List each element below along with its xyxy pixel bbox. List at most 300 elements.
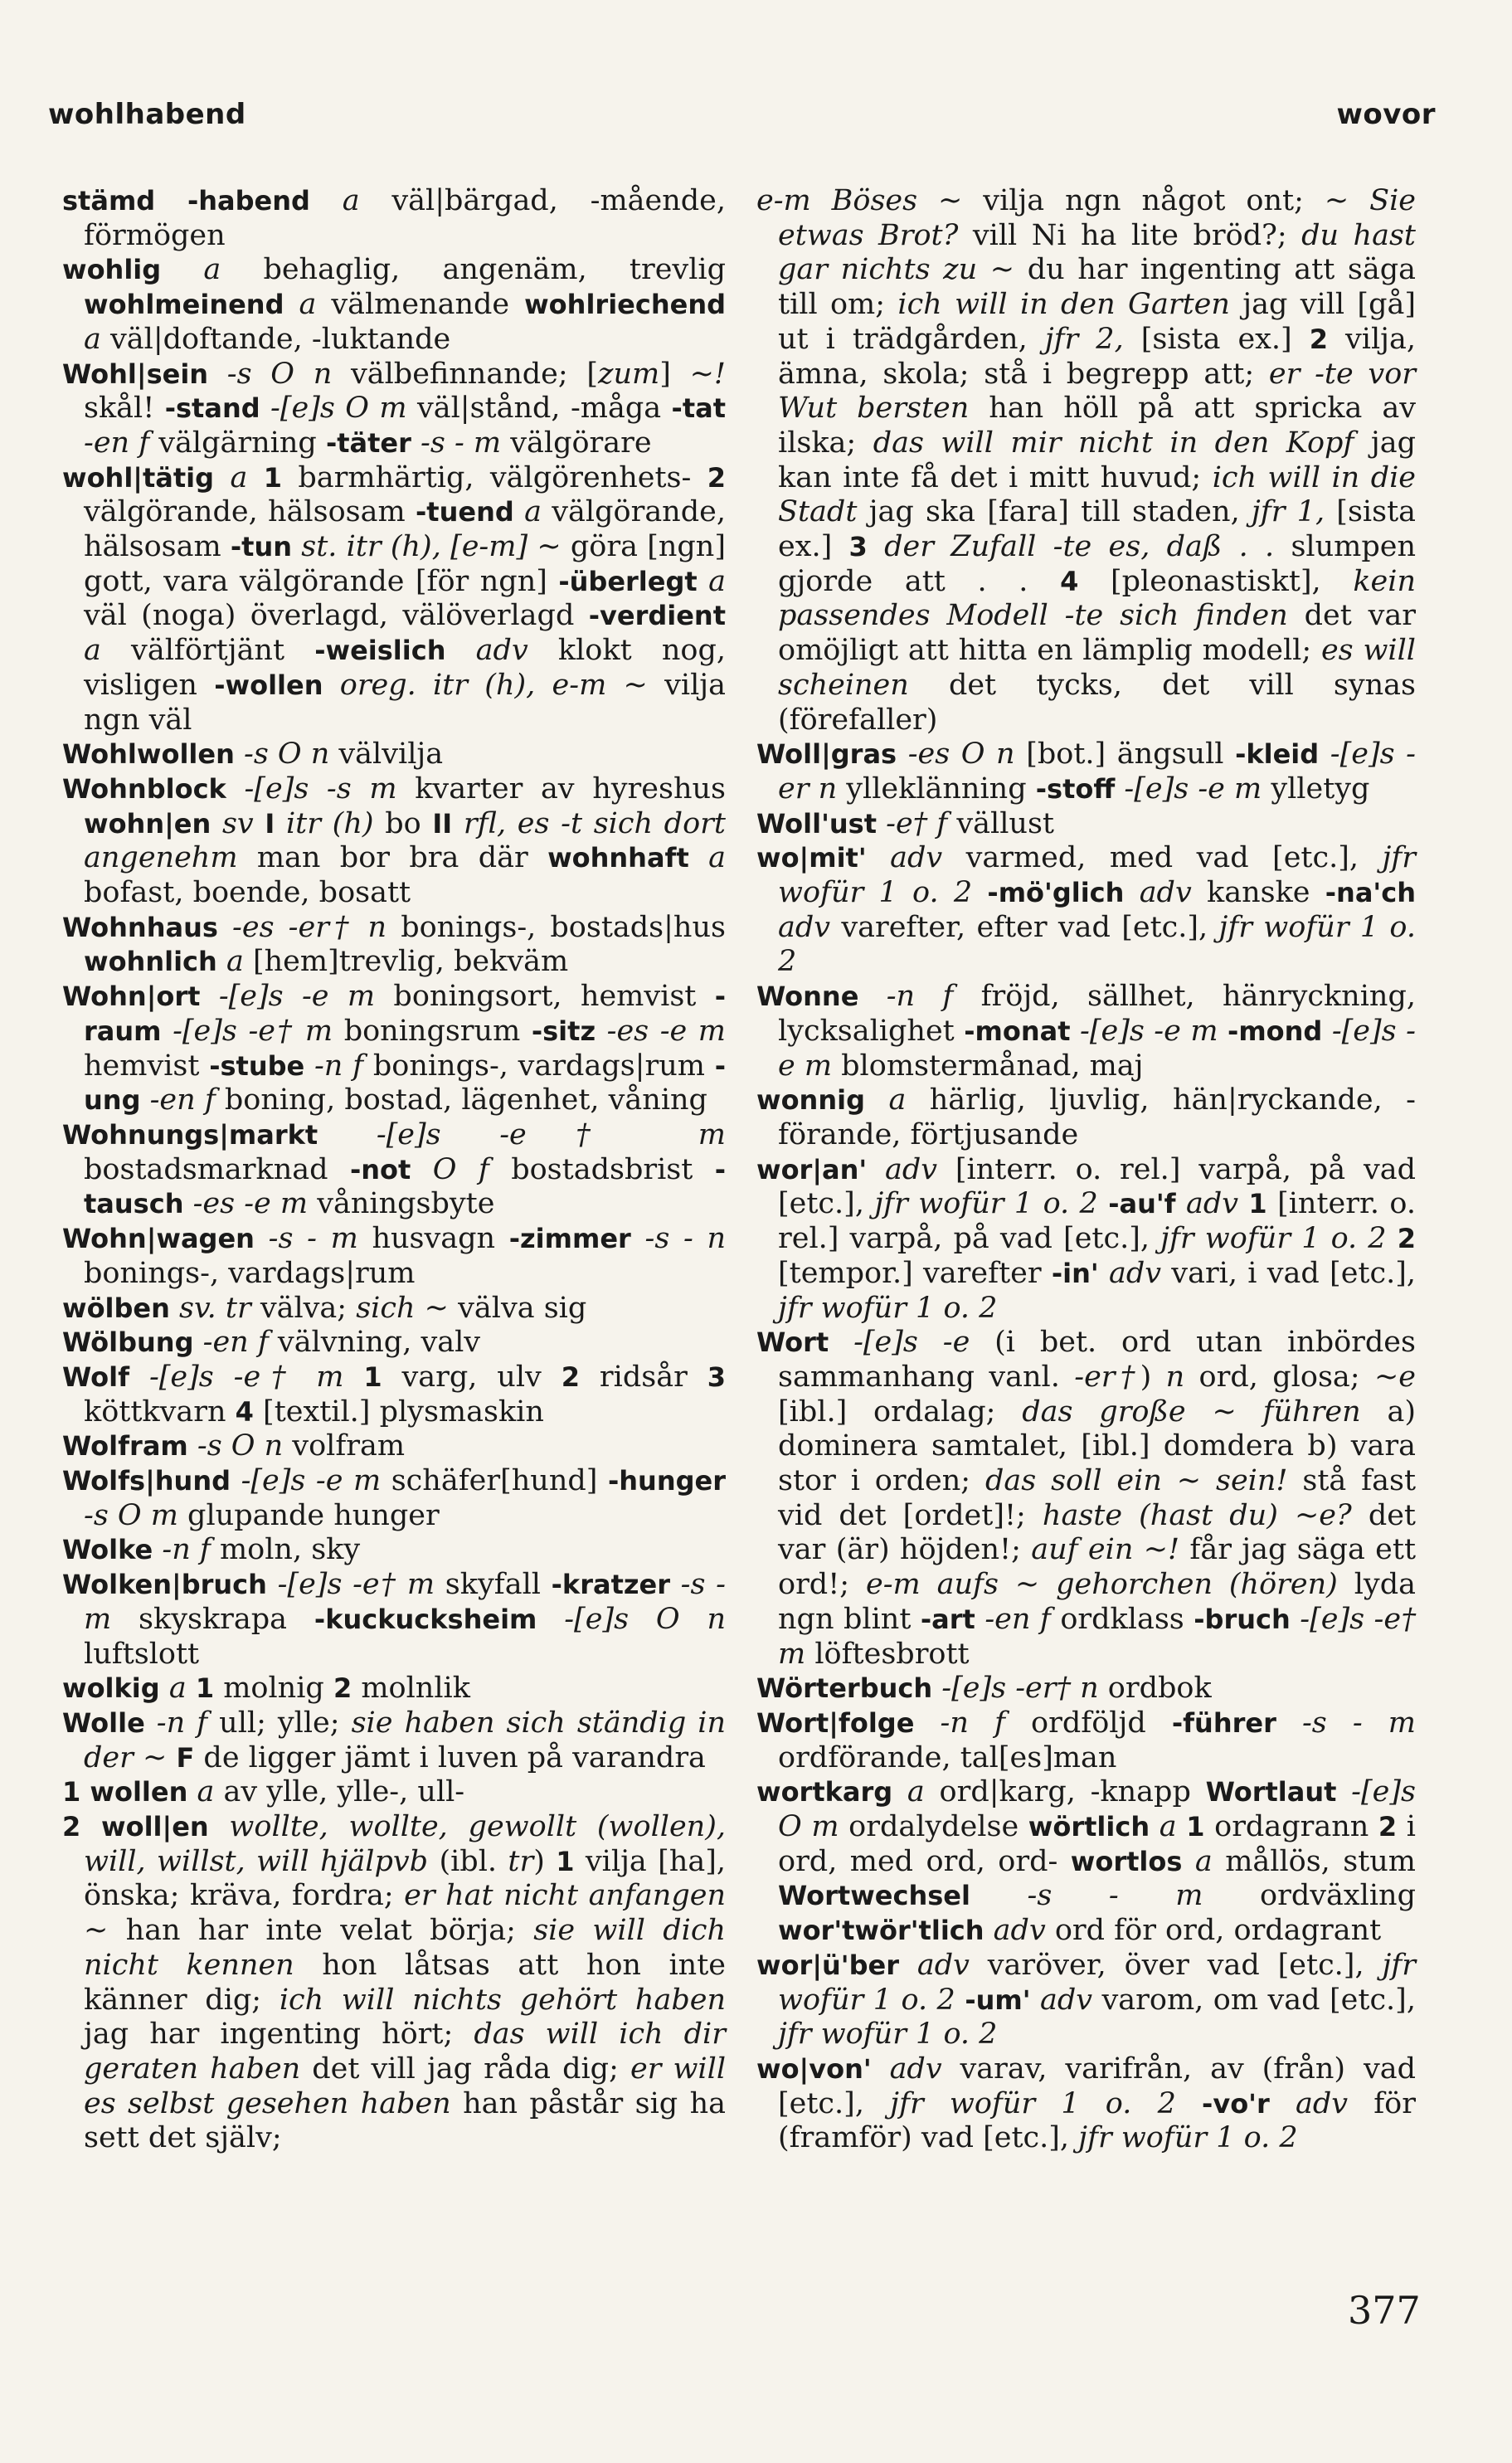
definition-text: varav, varifrån, av (från) vad [etc.],	[778, 2052, 1416, 2120]
grammar-note: a	[84, 634, 101, 668]
grammar-note: sv. tr	[179, 1291, 251, 1325]
definition-text: ylletyg	[1262, 772, 1370, 806]
definition-text: mållös, stum	[1212, 1844, 1416, 1878]
sense-number: 3	[848, 531, 868, 563]
example-phrase: er will es selbst gesehen haben	[84, 2052, 727, 2120]
dictionary-entry	[756, 737, 1416, 806]
definition-text	[445, 634, 475, 667]
subentry-headword: -ung	[84, 1049, 726, 1117]
definition-text	[208, 358, 227, 391]
example-phrase: er hat nicht anfangen	[404, 1879, 726, 1913]
definition-text: [sista ex.]	[778, 495, 1416, 564]
definition-text	[188, 1429, 197, 1463]
definition-text: ord|karg, -knapp	[924, 1775, 1206, 1809]
definition-text	[1177, 1810, 1187, 1843]
definition-text: ~ vilja ngn något ont; ~	[917, 184, 1370, 217]
definition-text	[254, 807, 265, 840]
definition-text: väl|doftande, -luktande	[100, 322, 451, 356]
definition-text: vilja, ämna, skola; stå i begrepp att;	[778, 322, 1417, 391]
definition-text: jag ska [fara] till staden,	[857, 495, 1252, 529]
grammar-note: -er†	[1074, 1360, 1140, 1394]
definition-text: bo	[373, 806, 433, 840]
grammar-note: -s O n	[197, 1429, 284, 1463]
definition-text: i ord, med ord, ord-	[778, 1810, 1416, 1878]
dictionary-entry	[62, 980, 726, 1118]
example-phrase: jfr wofür 1 o. 2	[1078, 2121, 1298, 2155]
grammar-note: tr	[508, 1844, 534, 1878]
running-head-right: wovor	[1336, 98, 1436, 131]
headword: Wolf	[62, 1360, 130, 1393]
example-phrase: gehorchen (hören)	[1056, 1568, 1338, 1602]
definition-text	[596, 1015, 607, 1048]
grammar-note: -s - m	[1301, 1706, 1416, 1740]
definition-text	[1387, 1222, 1398, 1255]
subentry-headword: -not	[349, 1153, 411, 1185]
example-phrase: das will mir nicht in den Kopf	[873, 426, 1354, 460]
headword: wohnlich	[84, 946, 217, 978]
definition-text: ~	[998, 1568, 1057, 1602]
grammar-note: -es -er† n	[232, 910, 387, 944]
definition-text	[877, 807, 886, 840]
definition-text	[411, 426, 421, 460]
grammar-note: -en f	[84, 426, 150, 460]
definition-text: härlig, ljuvlig, hän|ryckande, -förande, förtjusande	[778, 1083, 1416, 1151]
definition-text: väl (noga) överlagd, välöverlagd	[84, 599, 589, 633]
subentry-headword: -kratzer	[551, 1569, 670, 1601]
grammar-note: adv	[1295, 2086, 1348, 2120]
dictionary-entry	[62, 1672, 726, 1706]
definition-text: [ibl.] ordalag;	[778, 1395, 1023, 1429]
grammar-note: -[e]s O m	[778, 1775, 1416, 1844]
definition-text: glupande hunger	[177, 1498, 440, 1532]
example-phrase: ich will nichts gehört haben	[279, 1983, 726, 2017]
definition-text: välbefinnande; [	[332, 357, 599, 391]
definition-text: varefter, efter vad [etc.],	[830, 910, 1219, 944]
definition-text	[260, 392, 270, 425]
headword: wohlmeinend	[84, 289, 284, 321]
definition-text: stå fast vid det [ordet]!;	[778, 1464, 1417, 1532]
definition-text: löftesbrott	[805, 1637, 970, 1671]
example-phrase: sie haben sich ständig in der	[84, 1706, 726, 1774]
grammar-note: adv	[1040, 1983, 1093, 2017]
dictionary-entry	[62, 1429, 726, 1464]
dictionary-entry	[62, 1360, 726, 1429]
sense-number: 2	[561, 1360, 580, 1393]
sense-number: 1	[62, 1776, 81, 1808]
definition-text	[1291, 1603, 1301, 1636]
definition-text: boningsort, hemvist	[375, 980, 715, 1014]
grammar-note: adv	[890, 841, 943, 875]
definition-text: får jag säga ett ord!;	[778, 1533, 1417, 1602]
grammar-note: a	[168, 1672, 187, 1706]
definition-text: bostadsbrist	[489, 1152, 715, 1186]
definition-text	[284, 288, 299, 321]
headword: wor'twör'tlich	[778, 1915, 985, 1947]
dictionary-entry	[62, 1533, 726, 1568]
grammar-note: -[e]s -e m	[1080, 1014, 1218, 1048]
left-column	[62, 184, 726, 2156]
definition-text: molnlik	[352, 1672, 470, 1706]
example-phrase: jfr wofür 1 o. 2	[890, 2086, 1176, 2120]
example-phrase: jfr 2,	[1044, 322, 1124, 356]
example-phrase: jfr wofür 1 o. 2	[778, 1948, 1416, 2017]
grammar-note: -s - m	[1027, 1879, 1203, 1913]
dictionary-entry	[756, 1706, 1416, 1775]
dictionary-entry	[62, 1706, 726, 1775]
definition-text	[183, 1187, 192, 1220]
definition-text: )	[1140, 1360, 1166, 1394]
definition-text	[255, 1222, 269, 1255]
definition-text: ord, glosa; ~	[1184, 1360, 1399, 1394]
definition-text: jag kan inte få det i mitt huvud;	[778, 426, 1417, 494]
grammar-note: adv	[916, 1948, 970, 1982]
definition-text: välgörare	[501, 426, 652, 460]
definition-text: välförtjänt	[100, 634, 315, 668]
definition-text	[1071, 1015, 1081, 1048]
definition-text	[932, 1672, 941, 1705]
dictionary-entry	[62, 1568, 726, 1672]
dictionary-entry	[62, 253, 726, 357]
definition-text	[631, 1222, 645, 1255]
definition-text	[217, 945, 226, 978]
example-phrase: sie will dich nicht kennen	[84, 1914, 726, 1982]
definition-text	[970, 1879, 1028, 1912]
headword: wortlos	[1070, 1845, 1183, 1877]
grammar-note: adv	[778, 910, 831, 944]
dictionary-entry	[756, 1949, 1416, 2052]
grammar-note: a	[1159, 1810, 1177, 1844]
grammar-note: a	[230, 460, 248, 494]
definition-text	[153, 1533, 162, 1566]
dictionary-entry	[62, 358, 726, 461]
definition-text: ordalydelse	[839, 1810, 1028, 1844]
grammar-note: -[e]s -er n	[778, 737, 1416, 806]
headword: wortkarg	[756, 1776, 893, 1808]
subentry-headword: -in'	[1051, 1257, 1099, 1289]
grammar-note: sv	[221, 806, 254, 840]
sense-number: 2	[707, 461, 726, 494]
example-phrase: das will ich dir geraten haben	[84, 2018, 726, 2086]
subentry-headword: -mond	[1228, 1015, 1323, 1047]
dictionary-entry	[62, 1775, 726, 1810]
sense-number: II	[432, 807, 453, 840]
definition-text	[867, 841, 890, 874]
subentry-headword: -hunger	[607, 1465, 726, 1497]
subentry-headword: -tuend	[416, 496, 514, 528]
definition-text: ordklass	[1050, 1602, 1194, 1636]
grammar-note: adv	[475, 634, 528, 668]
definition-text: varmed, med vad [etc.],	[942, 841, 1383, 875]
grammar-note: oreg. itr (h), e-m	[339, 668, 607, 702]
headword: Wohn|wagen	[62, 1223, 255, 1255]
headword: Wort|folge	[756, 1706, 915, 1739]
definition-text: vill Ni ha lite bröd?;	[958, 218, 1302, 252]
example-phrase: e?	[1319, 1498, 1352, 1532]
definition-text: bofast, boende, bosatt	[84, 876, 411, 910]
grammar-note: -s O m	[84, 1498, 178, 1532]
headword: Wortwechsel	[778, 1880, 970, 1912]
definition-text	[275, 807, 286, 840]
definition-text	[140, 1083, 149, 1117]
definition-text	[209, 1810, 230, 1843]
definition-text	[200, 980, 218, 1013]
definition-text	[829, 1326, 853, 1359]
definition-text	[867, 1153, 885, 1186]
grammar-note: a	[708, 841, 726, 875]
definition-text	[858, 980, 886, 1013]
definition-text	[955, 1984, 965, 2017]
sense-number: 3	[707, 1360, 726, 1393]
definition-text	[1238, 1187, 1248, 1220]
grammar-note: adv	[1185, 1187, 1239, 1221]
grammar-note: -[e]s -e† m	[778, 1602, 1416, 1671]
definition-text: ~	[1161, 1464, 1216, 1498]
definition-text	[292, 530, 301, 563]
headword: wollen	[90, 1776, 188, 1808]
definition-text: ordförande, tal[es]man	[778, 1740, 1117, 1774]
grammar-note: adv	[889, 2052, 942, 2086]
dictionary-entry	[62, 1326, 726, 1360]
definition-text: välvilja	[329, 737, 444, 772]
grammar-note: adv	[1139, 876, 1192, 910]
definition-text: bonings-, vardags|rum	[363, 1049, 715, 1083]
dictionary-entry	[756, 1672, 1416, 1706]
dictionary-entry	[756, 980, 1416, 1083]
definition-text: välvning, valv	[268, 1326, 481, 1360]
headword: wölben	[62, 1292, 170, 1324]
example-phrase: das große	[1022, 1395, 1186, 1429]
definition-text: kvarter av hyreshus	[396, 772, 726, 806]
definition-text: slumpen gjorde att . .	[778, 530, 1417, 598]
definition-text: skål!	[84, 392, 165, 426]
definition-text	[1124, 876, 1139, 909]
definition-text	[892, 1775, 907, 1808]
definition-text	[865, 1083, 888, 1117]
example-phrase: du hast gar nichts zu	[778, 218, 1416, 287]
definition-text: ]	[659, 357, 690, 391]
dictionary-entry	[62, 737, 726, 772]
example-phrase: sein!	[1216, 1464, 1288, 1498]
definition-text: [interr. o. rel.] varpå, på vad [etc.],	[778, 1152, 1416, 1221]
definition-text: varg, ulv	[382, 1360, 562, 1394]
definition-text	[226, 772, 245, 806]
example-phrase: ich will in die Stadt	[778, 460, 1417, 529]
grammar-note: -[e]s -s m	[244, 772, 397, 806]
grammar-note: wollte, wollte, gewollt (wollen), will, willst, will hjälpvb	[84, 1810, 726, 1878]
sense-number: 2	[333, 1672, 352, 1705]
definition-text: schäfer[hund]	[381, 1464, 608, 1498]
headword: wor|an'	[756, 1153, 868, 1185]
grammar-note: a	[299, 288, 317, 322]
grammar-note: a	[342, 184, 360, 217]
sense-number: 1	[1186, 1811, 1205, 1843]
grammar-note: itr (h)	[285, 806, 374, 840]
definition-text	[1336, 1775, 1351, 1808]
definition-text: ordbok	[1098, 1672, 1212, 1706]
definition-text	[1150, 1810, 1160, 1843]
subentry-headword: -täter	[325, 426, 411, 459]
definition-text: [tempor.] varefter	[778, 1256, 1052, 1290]
definition-text: välgörande, hälsosam	[84, 495, 726, 564]
grammar-note: -[e]s -e m	[241, 1464, 382, 1498]
sense-number: 2	[1397, 1223, 1416, 1255]
subentry-headword: -tausch	[84, 1153, 726, 1220]
definition-text: välgärning	[149, 426, 326, 460]
definition-text: bonings-, vardags|rum	[84, 1256, 416, 1290]
definition-text: bonings-, bostads|hus	[387, 910, 726, 944]
grammar-note: a	[226, 945, 244, 979]
subentry-headword: -verdient	[588, 600, 726, 632]
definition-text	[304, 1049, 314, 1083]
right-column	[756, 184, 1416, 2156]
dictionary-entry	[62, 1810, 726, 2156]
subentry-headword: -au'f	[1108, 1188, 1176, 1220]
definition-text: ylleklänning	[837, 772, 1036, 806]
definition-text: ~ vilja ngn väl	[84, 668, 726, 737]
definition-text: behaglig, angenäm, trevlig	[221, 253, 726, 287]
grammar-note: adv	[1108, 1256, 1162, 1290]
example-phrase: er -te vor Wut bersten	[778, 357, 1417, 426]
grammar-note: st. itr (h), [e-m]	[301, 530, 528, 564]
definition-text: av ylle, ylle-, ull-	[214, 1775, 465, 1809]
headword: Wohl|sein	[62, 358, 209, 390]
definition-text: ordväxling	[1203, 1879, 1416, 1913]
subentry-headword: -monat	[964, 1015, 1071, 1047]
definition-text: ull; ylle;	[207, 1706, 352, 1740]
dictionary-entry	[756, 1083, 1416, 1152]
definition-text: ordagrann	[1204, 1810, 1378, 1844]
definition-text: [textil.] plysmaskin	[253, 1395, 544, 1429]
definition-text	[267, 1568, 278, 1601]
headword: Wolken|bruch	[62, 1569, 267, 1601]
example-phrase: auf ein	[1031, 1533, 1134, 1567]
definition-text	[129, 1360, 149, 1394]
definition-text: det tycks, det vill synas (förefaller)	[778, 668, 1416, 737]
definition-text: ~ han har inte velat börja;	[84, 1914, 534, 1948]
headword: Wölbung	[62, 1326, 194, 1359]
definition-text	[310, 184, 343, 217]
definition-text: [sista ex.]	[1123, 322, 1310, 356]
definition-text	[211, 807, 222, 840]
grammar-note: -[e]s O m	[270, 392, 407, 426]
example-phrase: das soll ein	[985, 1464, 1162, 1498]
grammar-note: -[e]s -e† m	[148, 1360, 344, 1394]
definition-text	[1322, 1015, 1332, 1048]
headword: Wort	[756, 1326, 829, 1359]
dictionary-entry	[756, 184, 1416, 737]
grammar-note: -n f	[162, 1533, 211, 1567]
definition-text: skyfall	[435, 1568, 552, 1602]
grammar-note: a	[1194, 1844, 1213, 1878]
definition-text: ~	[1133, 1533, 1169, 1567]
dictionary-entry	[756, 1153, 1416, 1326]
example-phrase: es will scheinen	[778, 634, 1417, 702]
subentry-headword: -wollen	[214, 669, 323, 701]
grammar-note: a	[888, 1083, 907, 1117]
definition-text: det var omöjligt att hitta en lämplig modell;	[778, 599, 1416, 668]
dictionary-entry	[62, 1118, 726, 1222]
headword: wo|mit'	[756, 842, 867, 874]
dictionary-entry	[62, 461, 726, 738]
sense-number: 4	[1060, 565, 1079, 597]
definition-text: kanske	[1191, 876, 1325, 910]
example-phrase: jfr wofür 1 o. 2	[778, 910, 1416, 979]
headword: Woll|gras	[756, 738, 897, 771]
headword: wohnhaft	[547, 842, 689, 874]
definition-text: det vill jag råda dig;	[300, 2052, 630, 2086]
definition-text	[247, 461, 263, 494]
definition-text: blomstermånad, maj	[832, 1049, 1144, 1083]
headword: Wörterbuch	[756, 1672, 933, 1705]
headword: Wolfs|hund	[62, 1465, 231, 1497]
grammar-note: -en f	[985, 1602, 1051, 1636]
grammar-note: -[e]s -e m	[1124, 772, 1262, 806]
dictionary-entry	[756, 2052, 1416, 2156]
grammar-note: a	[524, 495, 542, 529]
definition-text: ordföljd	[1004, 1706, 1172, 1740]
definition-text	[1319, 737, 1330, 771]
grammar-note: -n f	[886, 980, 954, 1014]
example-phrase: jfr wofür 1 o. 2	[778, 841, 1416, 910]
headword: wonnig	[756, 1084, 865, 1117]
sense-number: 4	[235, 1395, 254, 1428]
definition-text	[235, 737, 244, 771]
running-head-left: wohlhabend	[48, 98, 246, 131]
definition-text: [bot.] ängsull	[1014, 737, 1236, 772]
definition-text	[411, 1153, 432, 1186]
headword: Wolke	[62, 1534, 153, 1566]
definition-text: volfram	[283, 1429, 406, 1463]
definition-text	[160, 1672, 169, 1705]
headword: wohn|en	[84, 807, 211, 840]
subentry-headword: -kleid	[1235, 738, 1320, 771]
dictionary-entry	[756, 1326, 1416, 1672]
example-phrase: jfr wofür 1 o. 2	[778, 2018, 998, 2052]
subentry-headword: -bruch	[1194, 1603, 1291, 1635]
definition-text	[1182, 1845, 1194, 1878]
headword: wohl|tätig	[62, 461, 215, 494]
subentry-headword: -kuckucksheim	[314, 1603, 537, 1635]
definition-text	[1276, 1706, 1302, 1740]
definition-text: ~	[1277, 1498, 1320, 1532]
grammar-note: -[e]s -e	[853, 1326, 970, 1360]
headword: Wortlaut	[1205, 1776, 1337, 1808]
definition-text	[537, 1603, 564, 1636]
definition-text: välgörande, hälsosam	[84, 495, 416, 529]
definition-text	[868, 530, 884, 563]
subentry-headword: -tat	[671, 392, 727, 425]
dictionary-entry	[756, 841, 1416, 980]
definition-text	[318, 1118, 377, 1151]
definition-text: vari, i vad [etc.],	[1161, 1256, 1417, 1290]
definition-text	[343, 1360, 363, 1394]
definition-text	[323, 669, 339, 702]
definition-text	[187, 1775, 197, 1808]
definition-text: ridsår	[580, 1360, 707, 1394]
dictionary-entry	[756, 807, 1416, 842]
grammar-note: -en f	[149, 1083, 216, 1117]
page-header	[48, 98, 1436, 139]
definition-text	[514, 495, 524, 528]
example-phrase: !	[1168, 1533, 1180, 1567]
grammar-note: -e† f	[886, 806, 948, 840]
definition-text	[218, 911, 232, 944]
definition-text: (i bet. ord utan inbördes sammanhang vanl.	[778, 1326, 1416, 1394]
headword: Wohlwollen	[62, 738, 235, 771]
sense-number: 1	[363, 1360, 382, 1393]
example-phrase: e-m Böses	[756, 184, 918, 217]
grammar-note: rfl, es -t sich dort angenehm	[84, 806, 726, 875]
